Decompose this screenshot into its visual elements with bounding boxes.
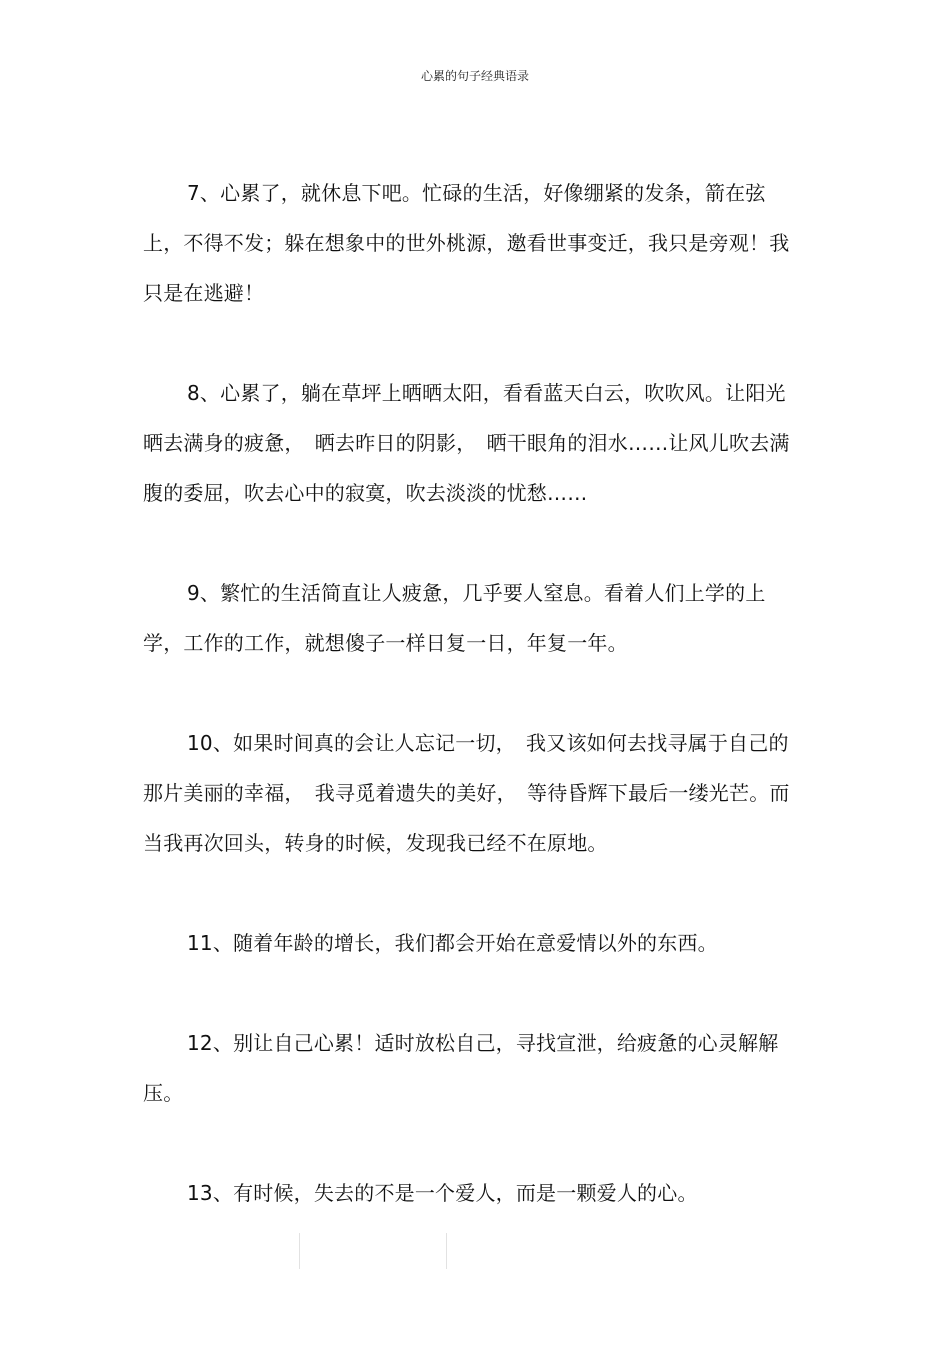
quote-paragraph [143, 368, 791, 518]
quote-paragraph [143, 718, 791, 868]
quote-number: 9、 [187, 581, 221, 605]
quote-paragraph [143, 1168, 791, 1218]
quote-text: 随着年龄的增长，我们都会开始在意爱情以外的东西。 [233, 931, 718, 955]
quote-number: 10、 [187, 731, 234, 755]
quote-paragraph [143, 918, 791, 968]
divider-line [299, 1233, 300, 1269]
quote-paragraph [143, 1018, 791, 1118]
page-header-title: 心累的句子经典语录 [420, 69, 529, 83]
quote-number: 13、 [187, 1181, 234, 1205]
divider-line [446, 1233, 447, 1269]
quote-text: 别让自己心累！适时放松自己，寻找宣泄，给疲惫的心灵解解压。 [143, 1031, 779, 1105]
document-body [143, 168, 791, 1218]
quote-text: 心累了，就休息下吧。忙碌的生活，好像绷紧的发条，箭在弦上，不得不发；躲在想象中的世外桃源，邀看世事变迁，我只是旁观！我只是在逃避！ [143, 181, 790, 305]
quote-paragraph [143, 568, 791, 668]
quote-number: 8、 [187, 381, 221, 405]
quote-text: 心累了，躺在草坪上晒晒太阳，看看蓝天白云，吹吹风。让阳光晒去满身的疲惫， 晒去昨日的阴影， 晒干眼角的泪水……让风儿吹去满腹的委屈，吹去心中的寂寞，吹去淡淡的忧愁…… [143, 381, 790, 505]
quote-text: 如果时间真的会让人忘记一切， 我又该如何去找寻属于自己的那片美丽的幸福， 我寻觅着遗失的美好， 等待昏辉下最后一缕光芒。而当我再次回头，转身的时候，发现我已经不在原地。 [143, 731, 790, 855]
quote-paragraph [143, 168, 791, 318]
quote-text: 繁忙的生活简直让人疲惫，几乎要人窒息。看着人们上学的上学，工作的工作，就想傻子一样日复一日，年复一年。 [143, 581, 766, 655]
quote-number: 12、 [187, 1031, 234, 1055]
quote-number: 11、 [187, 931, 234, 955]
quote-text: 有时候，失去的不是一个爱人，而是一颗爱人的心。 [233, 1181, 698, 1205]
quote-number: 7、 [187, 181, 221, 205]
